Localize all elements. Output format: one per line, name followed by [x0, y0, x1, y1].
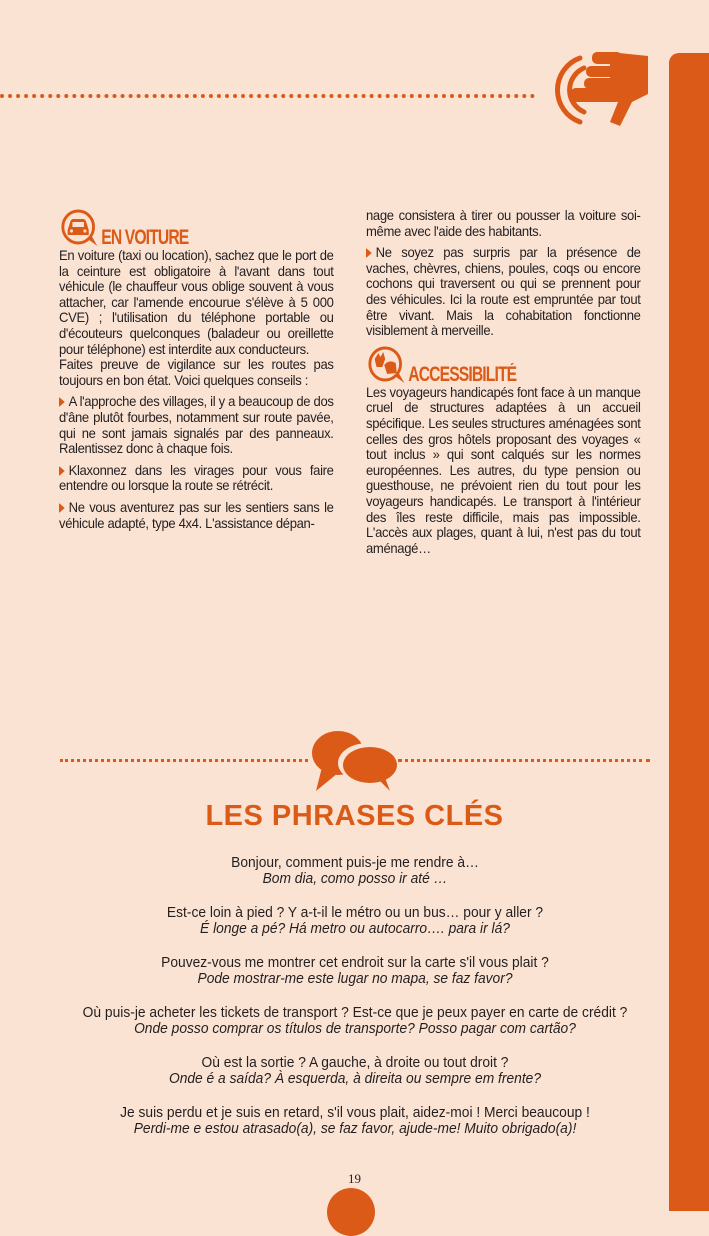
phrase-portuguese: Bom dia, como posso ir até …	[262, 870, 448, 887]
bullet-item: Ne vous aventurez pas sur les sentiers sans le véhicule adapté, type 4x4. L'assistance dépan-	[59, 499, 334, 531]
bullet-arrow-icon	[59, 503, 65, 513]
phrase-item	[65, 905, 645, 937]
dotted-divider-left	[60, 759, 308, 762]
left-column	[59, 208, 334, 537]
paragraph: Faites preuve de vigilance sur les routes pas toujours en bon état. Voici quelques conseils :	[59, 357, 334, 388]
top-dotted-divider	[0, 94, 535, 98]
phrase-item	[65, 955, 645, 987]
speech-bubbles-icon	[308, 727, 400, 793]
phrases-list	[40, 855, 670, 1155]
section-title: EN VOITURE	[101, 226, 189, 249]
paragraph: En voiture (taxi ou location), sachez que le port de la ceinture est obligatoire à l'avant dans tout véhicule (le chauffeur vous oblige souvent à vous attacher, car l'amende encourue s'élève à 5 000 CVE) ; l'utilisation du téléphone portable ou d'écouteurs quelconques (baladeur ou oreillette pour téléphone) est interdite aux conducteurs.	[59, 248, 334, 357]
car-icon	[59, 208, 99, 248]
phrase-item	[65, 1005, 645, 1037]
paragraph: Les voyageurs handicapés font face à un manque cruel de structures adaptées à un accueil spécifique. Les seules structures aménagées sont celles des gros hôtels proposant des voyages « tout inclus » qui sont calqués sur les normes européennes. Les autres, du type pension ou guesthouse, ne prévoient rien du tout pour les voyageurs handicapés. Le transport à l'intérieur des îles reste difficile, mais pas impossible. L'accès aux plages, quant à lui, n'est pas du tout aménagé…	[366, 384, 641, 556]
phrase-portuguese: Onde é a saída? À esquerda, à direita ou sempre em frente?	[168, 1070, 542, 1087]
phrase-french: Où puis-je acheter les tickets de transport ? Est-ce que je peux payer en carte de crédit ?	[82, 1004, 628, 1021]
bullet-item: Klaxonnez dans les virages pour vous faire entendre ou lorsque la route se rétrécit.	[59, 462, 334, 494]
phrase-french: Pouvez-vous me montrer cet endroit sur la carte s'il vous plait ?	[161, 954, 549, 971]
phrase-item	[65, 855, 645, 887]
phrase-item	[65, 1105, 645, 1137]
bullet-arrow-icon	[59, 466, 65, 476]
phrase-french: Est-ce loin à pied ? Y a-t-il le métro ou un bus… pour y aller ?	[166, 904, 544, 921]
page-number: 19	[348, 1171, 361, 1186]
bullet-item: Ne soyez pas surpris par la présence de vaches, chèvres, chiens, poules, coqs ou encore cochons qui traversent ou qui se prennent pour des véhicules. Ici la route est empruntée par tout être vivant. Mais la cohabitation fonctionne visiblement à merveille.	[366, 245, 641, 339]
phrase-item	[65, 1055, 645, 1087]
section-header-en-voiture	[59, 208, 334, 248]
bullet-arrow-icon	[366, 248, 372, 258]
side-thumb-tab	[669, 53, 709, 1211]
hand-pointing-icon	[540, 50, 658, 130]
right-column	[366, 208, 641, 562]
bullet-arrow-icon	[59, 397, 65, 407]
page-number-dot	[327, 1188, 375, 1236]
phrase-french: Où est la sortie ? A gauche, à droite ou tout droit ?	[201, 1054, 509, 1071]
phrase-portuguese: Onde posso comprar os títulos de transporte? Posso pagar com cartão?	[134, 1020, 576, 1037]
dotted-divider-right	[398, 759, 650, 762]
phrase-french: Je suis perdu et je suis en retard, s'il vous plait, aidez-moi ! Merci beaucoup !	[120, 1104, 590, 1121]
bullet-item: A l'approche des villages, il y a beaucoup de dos d'âne plutôt fourbes, notamment sur route pavée, qui ne sont jamais signalés par des panneaux. Ralentissez donc à chaque fois.	[59, 394, 334, 457]
sign-language-icon	[366, 345, 406, 385]
phrase-french: Bonjour, comment puis-je me rendre à…	[231, 854, 479, 871]
section-header-accessibilite	[366, 345, 641, 385]
phrase-portuguese: Pode mostrar-me este lugar no mapa, se faz favor?	[197, 970, 513, 987]
phrase-portuguese: É longe a pé? Há metro ou autocarro…. para ir lá?	[200, 920, 510, 937]
phrases-section-title: LES PHRASES CLÉS	[205, 800, 504, 832]
phrase-portuguese: Perdi-me e estou atrasado(a), se faz favor, ajude-me! Muito obrigado(a)!	[133, 1120, 577, 1137]
section-title: ACCESSIBILITÉ	[408, 362, 517, 386]
paragraph-continuation: nage consistera à tirer ou pousser la voiture soi-même avec l'aide des habitants.	[366, 208, 641, 239]
